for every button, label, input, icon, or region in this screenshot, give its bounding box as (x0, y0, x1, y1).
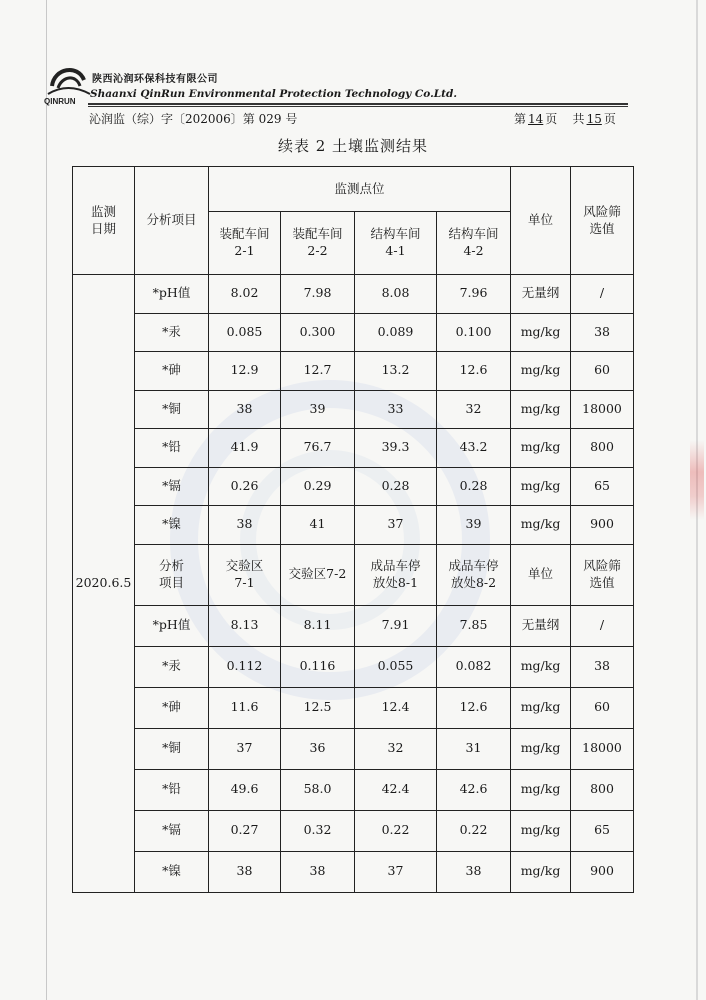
unit-cell: mg/kg (511, 429, 571, 468)
value-cell: 0.055 (355, 646, 437, 687)
point-header: 交验区7-2 (281, 544, 355, 605)
table-row (73, 467, 634, 506)
table-row (73, 646, 634, 687)
point-header: 结构车间 4-1 (355, 212, 437, 275)
table-row (73, 352, 634, 391)
point-header: 装配车间 2-2 (281, 212, 355, 275)
page-indicator (514, 110, 616, 127)
value-cell: 0.28 (437, 467, 511, 506)
value-cell: 39.3 (355, 429, 437, 468)
value-cell: 0.29 (281, 467, 355, 506)
monitoring-date: 2020.6.5 (73, 275, 135, 893)
company-name-en: Shaanxi QinRun Environmental Protection Technology Co.Ltd. (90, 88, 457, 100)
value-cell: 38 (209, 851, 281, 892)
table-title: 续表 2 土壤监测结果 (277, 137, 429, 155)
item-cell: *镉 (135, 810, 209, 851)
unit-cell: mg/kg (511, 810, 571, 851)
risk-cell: 65 (571, 810, 634, 851)
value-cell: 0.112 (209, 646, 281, 687)
unit-cell: mg/kg (511, 728, 571, 769)
value-cell: 0.085 (209, 313, 281, 352)
item-cell: *汞 (135, 646, 209, 687)
item-header: 分析项目 (135, 167, 209, 275)
points-header: 监测点位 (209, 167, 511, 212)
page-current: 14 (528, 112, 544, 126)
date-header: 监测 日期 (73, 167, 135, 275)
point-header: 装配车间 2-1 (209, 212, 281, 275)
value-cell: 32 (355, 728, 437, 769)
value-cell: 0.082 (437, 646, 511, 687)
table-row (73, 275, 634, 314)
unit-cell: mg/kg (511, 352, 571, 391)
value-cell: 0.32 (281, 810, 355, 851)
unit-header: 单位 (511, 544, 571, 605)
value-cell: 38 (437, 851, 511, 892)
value-cell: 8.08 (355, 275, 437, 314)
item-cell: *铅 (135, 429, 209, 468)
risk-cell: 38 (571, 646, 634, 687)
value-cell: 0.22 (355, 810, 437, 851)
value-cell: 39 (437, 506, 511, 545)
value-cell: 0.300 (281, 313, 355, 352)
value-cell: 7.98 (281, 275, 355, 314)
risk-cell: 65 (571, 467, 634, 506)
risk-cell: 800 (571, 429, 634, 468)
value-cell: 37 (355, 851, 437, 892)
table-row (73, 313, 634, 352)
value-cell: 43.2 (437, 429, 511, 468)
value-cell: 38 (209, 506, 281, 545)
risk-cell: 800 (571, 769, 634, 810)
value-cell: 42.4 (355, 769, 437, 810)
value-cell: 33 (355, 390, 437, 429)
value-cell: 8.13 (209, 605, 281, 646)
page-prefix: 第 (514, 112, 527, 126)
point-header: 成品车停 放处8-2 (437, 544, 511, 605)
value-cell: 12.5 (281, 687, 355, 728)
risk-cell: 60 (571, 352, 634, 391)
risk-cell: 18000 (571, 728, 634, 769)
table-row (73, 429, 634, 468)
page-suffix: 页 (603, 112, 616, 126)
table-row (73, 506, 634, 545)
unit-cell: mg/kg (511, 390, 571, 429)
value-cell: 12.4 (355, 687, 437, 728)
page-mid: 页 共 (545, 112, 585, 126)
value-cell: 8.11 (281, 605, 355, 646)
red-seal-fragment (690, 440, 704, 520)
soil-monitoring-table (72, 166, 634, 893)
risk-cell: 60 (571, 687, 634, 728)
point-header: 成品车停 放处8-1 (355, 544, 437, 605)
value-cell: 37 (355, 506, 437, 545)
value-cell: 8.02 (209, 275, 281, 314)
item-header: 分析 项目 (135, 544, 209, 605)
unit-cell: mg/kg (511, 769, 571, 810)
unit-cell: mg/kg (511, 851, 571, 892)
risk-cell: 900 (571, 851, 634, 892)
table-row (73, 851, 634, 892)
item-cell: *pH值 (135, 275, 209, 314)
value-cell: 41.9 (209, 429, 281, 468)
value-cell: 0.28 (355, 467, 437, 506)
item-cell: *镉 (135, 467, 209, 506)
table-row (73, 769, 634, 810)
value-cell: 42.6 (437, 769, 511, 810)
risk-cell: 900 (571, 506, 634, 545)
unit-cell: mg/kg (511, 687, 571, 728)
value-cell: 0.100 (437, 313, 511, 352)
header-rule-thin (88, 106, 628, 107)
value-cell: 0.089 (355, 313, 437, 352)
value-cell: 38 (281, 851, 355, 892)
unit-cell: mg/kg (511, 313, 571, 352)
risk-header: 风险筛 选值 (571, 544, 634, 605)
table-row (73, 605, 634, 646)
value-cell: 37 (209, 728, 281, 769)
page-total: 15 (586, 112, 602, 126)
value-cell: 0.22 (437, 810, 511, 851)
item-cell: *铜 (135, 390, 209, 429)
logo-text: QINRUN (44, 97, 76, 106)
value-cell: 7.96 (437, 275, 511, 314)
table-row (73, 687, 634, 728)
unit-cell: 无量纲 (511, 605, 571, 646)
item-cell: *铅 (135, 769, 209, 810)
company-logo (44, 60, 92, 108)
risk-header: 风险筛 选值 (571, 167, 634, 275)
point-header: 结构车间 4-2 (437, 212, 511, 275)
value-cell: 12.7 (281, 352, 355, 391)
unit-header: 单位 (511, 167, 571, 275)
point-header: 交验区 7-1 (209, 544, 281, 605)
document-number: 沁润监（综）字〔202006〕第 029 号 (89, 112, 298, 126)
item-cell: *砷 (135, 687, 209, 728)
value-cell: 7.85 (437, 605, 511, 646)
header-rule (88, 103, 628, 105)
value-cell: 0.116 (281, 646, 355, 687)
value-cell: 32 (437, 390, 511, 429)
value-cell: 39 (281, 390, 355, 429)
value-cell: 7.91 (355, 605, 437, 646)
unit-cell: 无量纲 (511, 275, 571, 314)
value-cell: 13.2 (355, 352, 437, 391)
item-cell: *镍 (135, 851, 209, 892)
value-cell: 0.27 (209, 810, 281, 851)
value-cell: 12.9 (209, 352, 281, 391)
value-cell: 12.6 (437, 687, 511, 728)
risk-cell: 18000 (571, 390, 634, 429)
table-row (73, 728, 634, 769)
value-cell: 38 (209, 390, 281, 429)
table-row (73, 390, 634, 429)
risk-cell: / (571, 275, 634, 314)
value-cell: 41 (281, 506, 355, 545)
risk-cell: / (571, 605, 634, 646)
company-name-cn: 陕西沁润环保科技有限公司 (92, 74, 218, 85)
unit-cell: mg/kg (511, 467, 571, 506)
value-cell: 31 (437, 728, 511, 769)
value-cell: 11.6 (209, 687, 281, 728)
unit-cell: mg/kg (511, 646, 571, 687)
value-cell: 36 (281, 728, 355, 769)
section2-header-row (73, 544, 634, 605)
item-cell: *铜 (135, 728, 209, 769)
unit-cell: mg/kg (511, 506, 571, 545)
item-cell: *砷 (135, 352, 209, 391)
value-cell: 58.0 (281, 769, 355, 810)
table-row (73, 810, 634, 851)
item-cell: *镍 (135, 506, 209, 545)
value-cell: 76.7 (281, 429, 355, 468)
item-cell: *汞 (135, 313, 209, 352)
value-cell: 12.6 (437, 352, 511, 391)
risk-cell: 38 (571, 313, 634, 352)
item-cell: *pH值 (135, 605, 209, 646)
value-cell: 0.26 (209, 467, 281, 506)
value-cell: 49.6 (209, 769, 281, 810)
